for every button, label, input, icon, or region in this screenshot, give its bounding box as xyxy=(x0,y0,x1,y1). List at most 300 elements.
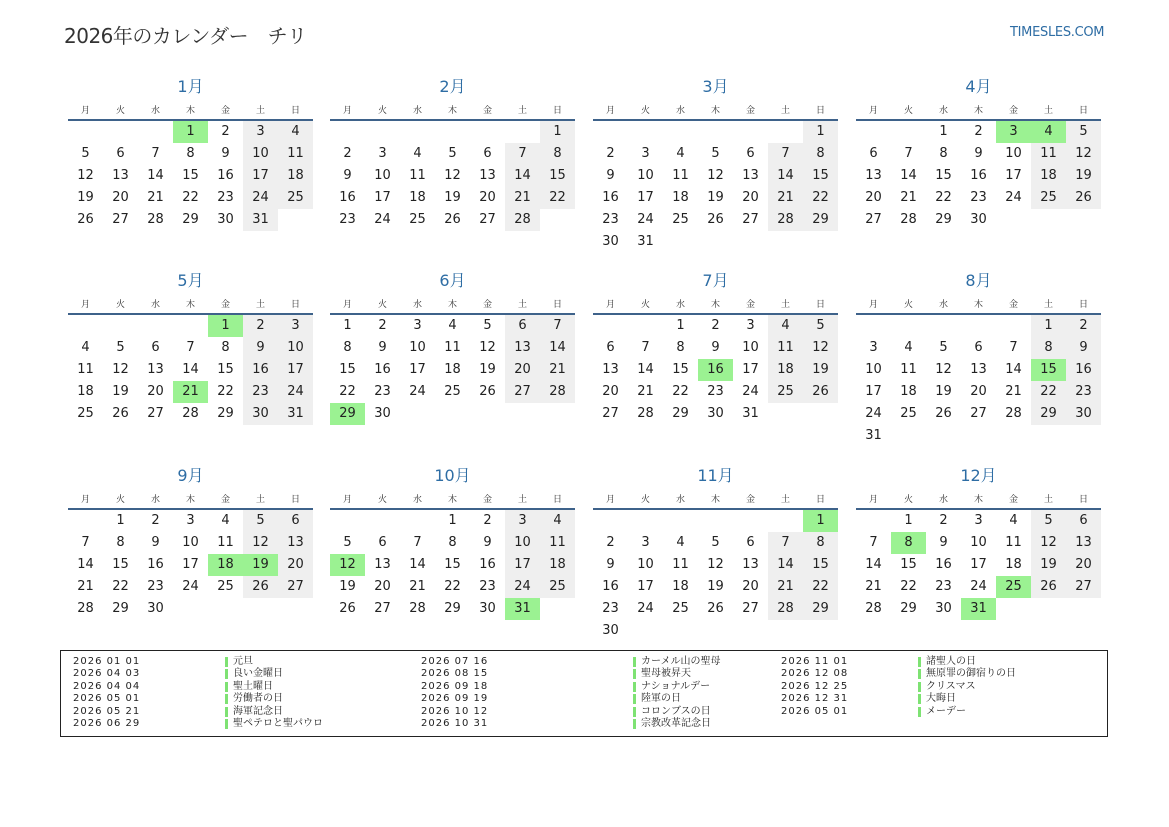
day-cell: 30 xyxy=(602,234,619,249)
day-cell: 14 xyxy=(147,168,164,183)
holiday-date: 2026 12 25 xyxy=(781,680,849,692)
day-cell: 4 xyxy=(81,340,90,355)
weekday-label: 日 xyxy=(1078,300,1088,310)
month-12 xyxy=(856,459,1101,639)
day-cell: 6 xyxy=(606,340,615,355)
day-cell: 9 xyxy=(378,340,387,355)
day-cell: 3 xyxy=(413,318,422,333)
month-name: 5月 xyxy=(177,271,204,290)
day-cell: 25 xyxy=(540,576,575,598)
day-cell: 11 xyxy=(768,337,803,359)
day-cell: 16 xyxy=(602,190,619,205)
day-cell: 27 xyxy=(742,601,759,616)
day-cell: 3 xyxy=(278,315,313,337)
day-cell: 10 xyxy=(637,168,654,183)
day-cell: 11 xyxy=(672,168,689,183)
day-cell: 26 xyxy=(803,381,838,403)
day-cell: 26 xyxy=(444,212,461,227)
day-cell: 27 xyxy=(602,406,619,421)
day-cell: 24 xyxy=(865,406,882,421)
day-cell: 18 xyxy=(672,190,689,205)
day-cell: 22 xyxy=(112,579,129,594)
day-cell: 2 xyxy=(974,124,983,139)
day-cell: 5 xyxy=(243,510,278,532)
day-cell: 4 xyxy=(413,146,422,161)
weekday-label: 火 xyxy=(377,300,387,310)
day-cell: 14 xyxy=(900,168,917,183)
weekday-label: 月 xyxy=(868,495,878,505)
day-cell: 24 xyxy=(409,384,426,399)
holiday-date: 2026 10 12 xyxy=(421,705,489,717)
holiday-marker xyxy=(633,719,636,729)
weekday-label: 月 xyxy=(80,495,90,505)
holiday-date: 2026 05 01 xyxy=(73,693,141,705)
day-cell: 30 xyxy=(602,623,619,638)
site-brand-link[interactable]: TIMESLES.COM xyxy=(1010,25,1105,40)
day-cell: 26 xyxy=(77,212,94,227)
day-cell: 3 xyxy=(869,340,878,355)
day-cell: 16 xyxy=(935,557,952,572)
weekday-label: 金 xyxy=(220,300,230,310)
day-cell: 1 xyxy=(116,513,125,528)
day-cell: 18 xyxy=(409,190,426,205)
day-cell: 21 xyxy=(77,579,94,594)
day-cell: 16 xyxy=(147,557,164,572)
day-cell: 23 xyxy=(707,384,724,399)
day-cell: 24 xyxy=(637,601,654,616)
day-cell: 5 xyxy=(116,340,125,355)
day-cell: 22 xyxy=(803,576,838,598)
day-cell: 20 xyxy=(970,384,987,399)
day-cell: 29 xyxy=(182,212,199,227)
day-cell: 1 xyxy=(540,121,575,143)
month-name: 6月 xyxy=(439,271,466,290)
day-cell: 14 xyxy=(505,165,540,187)
day-cell: 17 xyxy=(742,362,759,377)
day-cell: 25 xyxy=(768,381,803,403)
day-cell: 11 xyxy=(409,168,426,183)
day-cell: 16 xyxy=(243,359,278,381)
day-cell: 29 xyxy=(803,209,838,231)
day-cell: 22 xyxy=(444,579,461,594)
day-cell: 1 xyxy=(1031,315,1066,337)
day-cell: 26 xyxy=(243,576,278,598)
day-cell: 31 xyxy=(637,234,654,249)
day-cell: 5 xyxy=(448,146,457,161)
day-cell: 16 xyxy=(217,168,234,183)
day-cell: 5 xyxy=(1031,510,1066,532)
weekday-label: 土 xyxy=(780,106,790,116)
holiday-day-cell: 31 xyxy=(961,598,996,620)
day-cell: 14 xyxy=(540,337,575,359)
day-cell: 2 xyxy=(711,318,720,333)
day-cell: 13 xyxy=(742,557,759,572)
holiday-day-cell: 4 xyxy=(1031,121,1066,143)
weekday-label: 金 xyxy=(482,300,492,310)
month-2 xyxy=(330,70,575,250)
day-cell: 18 xyxy=(77,384,94,399)
weekday-label: 火 xyxy=(903,300,913,310)
holiday-name: 海軍記念日 xyxy=(233,705,283,717)
day-cell: 21 xyxy=(1005,384,1022,399)
weekday-header xyxy=(330,297,575,310)
holiday-marker xyxy=(918,694,921,704)
day-cell: 25 xyxy=(409,212,426,227)
day-cell: 19 xyxy=(479,362,496,377)
day-cell: 12 xyxy=(1066,143,1101,165)
day-cell: 5 xyxy=(711,535,720,550)
day-cell: 10 xyxy=(374,168,391,183)
day-cell: 1 xyxy=(676,318,685,333)
month-1 xyxy=(68,70,313,250)
day-cell: 17 xyxy=(970,557,987,572)
day-cell: 5 xyxy=(343,535,352,550)
day-cell: 21 xyxy=(540,359,575,381)
holiday-date: 2026 06 29 xyxy=(73,717,141,729)
day-cell: 25 xyxy=(77,406,94,421)
day-cell: 22 xyxy=(217,384,234,399)
day-cell: 3 xyxy=(641,535,650,550)
day-cell: 8 xyxy=(939,146,948,161)
month-3 xyxy=(593,70,838,250)
day-cell: 29 xyxy=(1031,403,1066,425)
weekday-label: 木 xyxy=(973,106,983,116)
day-cell: 9 xyxy=(151,535,160,550)
day-cell: 8 xyxy=(803,532,838,554)
day-cell: 27 xyxy=(970,406,987,421)
day-cell: 16 xyxy=(1066,359,1101,381)
holiday-day-cell: 21 xyxy=(173,381,208,403)
day-cell: 6 xyxy=(278,510,313,532)
day-cell: 4 xyxy=(768,315,803,337)
day-cell: 20 xyxy=(602,384,619,399)
day-cell: 7 xyxy=(505,143,540,165)
day-cell: 7 xyxy=(768,532,803,554)
month-11 xyxy=(593,459,838,639)
weekday-label: 土 xyxy=(780,300,790,310)
day-cell: 21 xyxy=(147,190,164,205)
day-cell: 29 xyxy=(112,601,129,616)
weekday-label: 土 xyxy=(255,106,265,116)
weekday-label: 土 xyxy=(255,300,265,310)
weekday-header xyxy=(593,103,838,116)
month-7 xyxy=(593,264,838,444)
day-cell: 13 xyxy=(602,362,619,377)
month-name: 10月 xyxy=(434,466,471,485)
weekday-label: 木 xyxy=(973,495,983,505)
day-cell: 2 xyxy=(606,535,615,550)
weekday-label: 日 xyxy=(815,106,825,116)
weekday-label: 木 xyxy=(447,106,457,116)
holiday-day-cell: 19 xyxy=(243,554,278,576)
month-5 xyxy=(68,264,313,444)
day-cell: 3 xyxy=(378,146,387,161)
weekday-label: 土 xyxy=(517,300,527,310)
holiday-name: 大晦日 xyxy=(926,693,956,705)
weekday-label: 月 xyxy=(868,106,878,116)
day-cell: 9 xyxy=(483,535,492,550)
day-cell: 27 xyxy=(865,212,882,227)
holiday-marker xyxy=(225,682,228,692)
weekday-label: 金 xyxy=(1008,495,1018,505)
day-cell: 12 xyxy=(479,340,496,355)
weekday-label: 木 xyxy=(447,300,457,310)
day-cell: 22 xyxy=(540,187,575,209)
month-9 xyxy=(68,459,313,639)
day-cell: 12 xyxy=(243,532,278,554)
day-cell: 3 xyxy=(505,510,540,532)
weekday-label: 水 xyxy=(150,106,160,116)
day-cell: 17 xyxy=(637,190,654,205)
holiday-date: 2026 09 18 xyxy=(421,680,489,692)
day-cell: 30 xyxy=(374,406,391,421)
day-cell: 10 xyxy=(182,535,199,550)
day-cell: 15 xyxy=(444,557,461,572)
day-cell: 28 xyxy=(1005,406,1022,421)
day-cell: 21 xyxy=(637,384,654,399)
day-cell: 27 xyxy=(479,212,496,227)
day-cell: 29 xyxy=(444,601,461,616)
day-cell: 20 xyxy=(865,190,882,205)
weekday-label: 日 xyxy=(815,495,825,505)
day-cell: 28 xyxy=(182,406,199,421)
day-cell: 28 xyxy=(147,212,164,227)
day-cell: 27 xyxy=(147,406,164,421)
day-cell: 5 xyxy=(1066,121,1101,143)
weekday-label: 金 xyxy=(1008,106,1018,116)
holiday-date: 2026 04 03 xyxy=(73,668,141,680)
day-cell: 22 xyxy=(935,190,952,205)
weekday-label: 土 xyxy=(1043,495,1053,505)
day-cell: 19 xyxy=(77,190,94,205)
holiday-marker xyxy=(633,657,636,667)
day-cell: 1 xyxy=(939,124,948,139)
weekday-label: 土 xyxy=(517,106,527,116)
weekday-label: 月 xyxy=(605,106,615,116)
day-cell: 11 xyxy=(672,557,689,572)
weekday-label: 金 xyxy=(482,106,492,116)
day-cell: 13 xyxy=(1066,532,1101,554)
day-cell: 28 xyxy=(505,209,540,231)
day-cell: 16 xyxy=(339,190,356,205)
day-cell: 17 xyxy=(374,190,391,205)
holiday-date: 2026 12 31 xyxy=(781,693,849,705)
holiday-name: 聖土曜日 xyxy=(233,680,273,692)
weekday-header xyxy=(856,297,1101,310)
day-cell: 19 xyxy=(707,579,724,594)
holiday-marker xyxy=(225,707,228,717)
day-cell: 15 xyxy=(217,362,234,377)
holiday-day-cell: 16 xyxy=(698,359,733,381)
day-cell: 22 xyxy=(339,384,356,399)
weekday-label: 月 xyxy=(80,106,90,116)
day-cell: 9 xyxy=(606,557,615,572)
day-cell: 2 xyxy=(243,315,278,337)
day-cell: 28 xyxy=(900,212,917,227)
day-cell: 13 xyxy=(278,532,313,554)
holiday-marker xyxy=(918,657,921,667)
day-cell: 20 xyxy=(1066,554,1101,576)
day-cell: 1 xyxy=(904,513,913,528)
day-cell: 25 xyxy=(217,579,234,594)
day-cell: 30 xyxy=(479,601,496,616)
day-cell: 11 xyxy=(1031,143,1066,165)
weekday-header xyxy=(330,103,575,116)
day-cell: 6 xyxy=(974,340,983,355)
day-cell: 6 xyxy=(746,535,755,550)
day-cell: 3 xyxy=(243,121,278,143)
month-name: 11月 xyxy=(697,466,734,485)
day-cell: 25 xyxy=(1031,187,1066,209)
weekday-label: 木 xyxy=(710,300,720,310)
day-cell: 21 xyxy=(900,190,917,205)
day-cell: 17 xyxy=(505,554,540,576)
day-cell: 17 xyxy=(865,384,882,399)
day-cell: 15 xyxy=(900,557,917,572)
day-cell: 11 xyxy=(900,362,917,377)
holiday-name: コロンブスの日 xyxy=(641,705,711,717)
day-cell: 1 xyxy=(803,121,838,143)
day-cell: 21 xyxy=(768,187,803,209)
holiday-marker xyxy=(633,669,636,679)
holiday-name: 聖ペテロと聖パウロ xyxy=(233,717,323,729)
day-cell: 11 xyxy=(1005,535,1022,550)
holiday-day-cell: 12 xyxy=(330,554,365,576)
day-cell: 8 xyxy=(676,340,685,355)
holiday-marker xyxy=(633,707,636,717)
month-name: 4月 xyxy=(965,77,992,96)
holiday-marker xyxy=(225,719,228,729)
day-cell: 21 xyxy=(505,187,540,209)
day-cell: 17 xyxy=(409,362,426,377)
day-cell: 15 xyxy=(672,362,689,377)
day-cell: 9 xyxy=(221,146,230,161)
day-cell: 26 xyxy=(1031,576,1066,598)
day-cell: 23 xyxy=(935,579,952,594)
day-cell: 4 xyxy=(676,146,685,161)
holiday-date: 2026 12 08 xyxy=(781,668,849,680)
day-cell: 10 xyxy=(637,557,654,572)
day-cell: 5 xyxy=(483,318,492,333)
day-cell: 15 xyxy=(540,165,575,187)
weekday-label: 水 xyxy=(675,106,685,116)
month-name: 7月 xyxy=(702,271,729,290)
weekday-header xyxy=(68,103,313,116)
holiday-day-cell: 8 xyxy=(891,532,926,554)
day-cell: 12 xyxy=(707,168,724,183)
holiday-date: 2026 08 15 xyxy=(421,668,489,680)
day-cell: 20 xyxy=(147,384,164,399)
day-cell: 27 xyxy=(112,212,129,227)
day-cell: 14 xyxy=(1005,362,1022,377)
day-cell: 29 xyxy=(672,406,689,421)
day-cell: 7 xyxy=(413,535,422,550)
holiday-marker xyxy=(225,669,228,679)
day-cell: 17 xyxy=(182,557,199,572)
weekday-label: 火 xyxy=(115,106,125,116)
day-cell: 27 xyxy=(505,381,540,403)
weekday-label: 木 xyxy=(185,300,195,310)
day-cell: 13 xyxy=(147,362,164,377)
day-cell: 12 xyxy=(1031,532,1066,554)
day-cell: 23 xyxy=(479,579,496,594)
day-cell: 6 xyxy=(151,340,160,355)
weekday-label: 日 xyxy=(815,300,825,310)
month-name: 9月 xyxy=(177,466,204,485)
day-cell: 24 xyxy=(243,187,278,209)
day-cell: 20 xyxy=(374,579,391,594)
day-cell: 5 xyxy=(939,340,948,355)
day-cell: 22 xyxy=(672,384,689,399)
day-cell: 12 xyxy=(803,337,838,359)
weekday-label: 火 xyxy=(640,300,650,310)
holiday-day-cell: 31 xyxy=(505,598,540,620)
day-cell: 9 xyxy=(606,168,615,183)
day-cell: 17 xyxy=(637,579,654,594)
weekday-label: 月 xyxy=(868,300,878,310)
day-cell: 15 xyxy=(339,362,356,377)
day-cell: 22 xyxy=(803,187,838,209)
day-cell: 15 xyxy=(935,168,952,183)
day-cell: 28 xyxy=(409,601,426,616)
holiday-name: クリスマス xyxy=(926,680,976,692)
day-cell: 2 xyxy=(378,318,387,333)
weekday-label: 火 xyxy=(903,106,913,116)
day-cell: 11 xyxy=(217,535,234,550)
weekday-label: 金 xyxy=(220,495,230,505)
day-cell: 9 xyxy=(939,535,948,550)
day-cell: 19 xyxy=(935,384,952,399)
day-cell: 16 xyxy=(479,557,496,572)
day-cell: 2 xyxy=(1066,315,1101,337)
day-cell: 24 xyxy=(637,212,654,227)
weekday-label: 日 xyxy=(1078,495,1088,505)
holiday-name: 良い金曜日 xyxy=(233,668,283,680)
day-cell: 24 xyxy=(374,212,391,227)
weekday-label: 木 xyxy=(973,300,983,310)
day-cell: 4 xyxy=(676,535,685,550)
day-cell: 13 xyxy=(865,168,882,183)
day-cell: 19 xyxy=(803,359,838,381)
holiday-name: 陸軍の日 xyxy=(641,693,681,705)
month-divider xyxy=(593,119,838,121)
day-cell: 19 xyxy=(444,190,461,205)
day-cell: 24 xyxy=(742,384,759,399)
day-cell: 4 xyxy=(221,513,230,528)
weekday-label: 日 xyxy=(290,300,300,310)
weekday-label: 水 xyxy=(150,300,160,310)
day-cell: 25 xyxy=(444,384,461,399)
day-cell: 27 xyxy=(278,576,313,598)
day-cell: 2 xyxy=(939,513,948,528)
day-cell: 9 xyxy=(711,340,720,355)
weekday-label: 水 xyxy=(938,106,948,116)
day-cell: 1 xyxy=(448,513,457,528)
day-cell: 30 xyxy=(217,212,234,227)
weekday-label: 水 xyxy=(675,495,685,505)
day-cell: 31 xyxy=(865,428,882,443)
day-cell: 21 xyxy=(768,576,803,598)
holiday-date: 2026 04 04 xyxy=(73,680,141,692)
holiday-marker xyxy=(918,669,921,679)
day-cell: 7 xyxy=(869,535,878,550)
holiday-day-cell: 18 xyxy=(208,554,243,576)
holiday-date: 2026 05 01 xyxy=(781,705,849,717)
day-cell: 27 xyxy=(1066,576,1101,598)
day-cell: 7 xyxy=(1009,340,1018,355)
weekday-label: 金 xyxy=(745,495,755,505)
day-cell: 19 xyxy=(112,384,129,399)
